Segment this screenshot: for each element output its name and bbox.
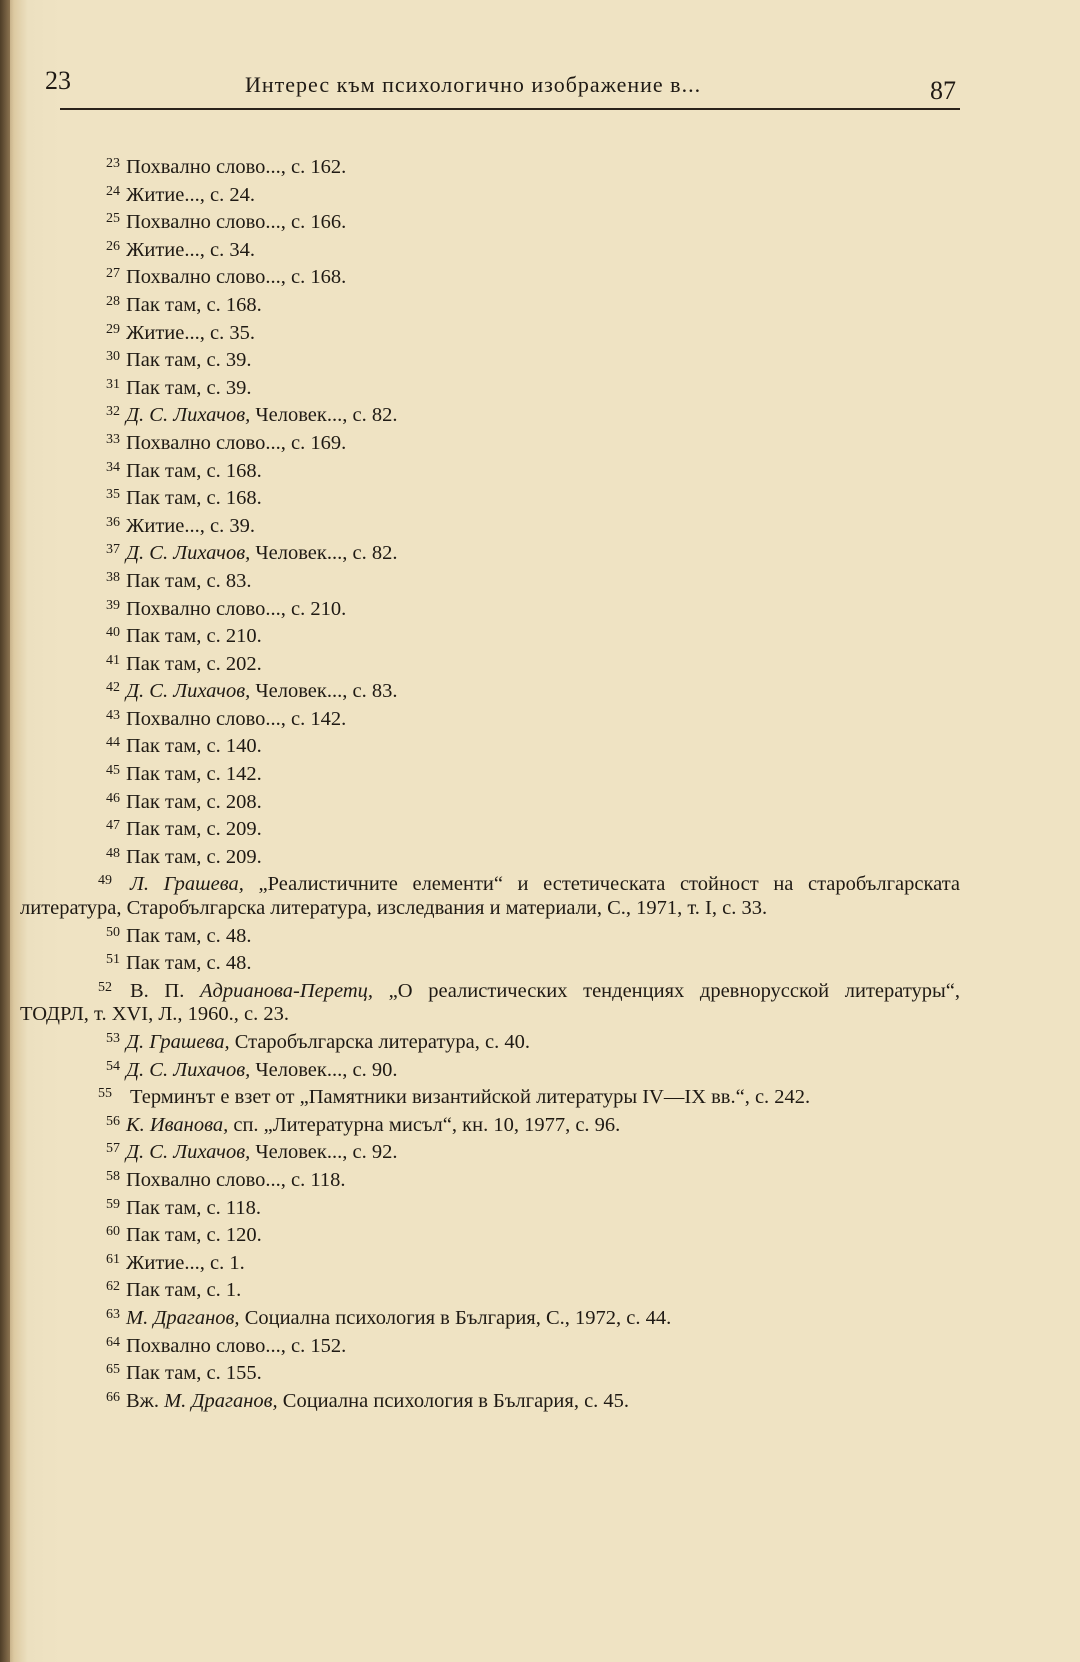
footnote	[20, 759, 960, 787]
footnote	[20, 842, 960, 870]
footnote	[20, 1137, 960, 1165]
footnote-text: Пак там, с. 39.	[126, 376, 252, 399]
footnote	[20, 566, 960, 594]
footnote	[20, 1386, 960, 1414]
footnote	[20, 456, 960, 484]
footnote	[20, 1248, 960, 1276]
footnote-number: 58	[106, 1168, 120, 1184]
footnote-number: 50	[106, 924, 120, 940]
footnote-number: 35	[106, 487, 120, 503]
footnote	[20, 1331, 960, 1359]
footnote-author: М. Драганов,	[164, 1389, 278, 1412]
footnote-number: 49	[98, 873, 112, 889]
footnotes-list	[20, 152, 960, 1413]
header-left-number: 23	[45, 66, 71, 95]
footnote-author: Д. С. Лихачов,	[126, 1141, 251, 1164]
footnote-author: Адрианова-Перетц,	[199, 979, 374, 1002]
footnote-text: Человек..., с. 82.	[255, 404, 398, 427]
footnote-text: Похвално слово..., с. 152.	[126, 1334, 347, 1357]
footnote-number: 56	[106, 1113, 120, 1129]
footnote-text: Житие..., с. 35.	[126, 321, 255, 344]
footnote-number: 48	[106, 845, 120, 861]
footnote	[20, 538, 960, 566]
running-header	[40, 62, 968, 112]
footnote-number: 29	[106, 321, 120, 337]
footnote-text: Похвално слово..., с. 166.	[126, 211, 347, 234]
footnote	[20, 948, 960, 976]
footnote	[20, 400, 960, 428]
footnote-number: 34	[106, 459, 120, 475]
book-spine-shadow	[0, 0, 10, 1662]
footnote-number: 39	[106, 597, 120, 613]
footnote-text: Человек..., с. 82.	[255, 542, 398, 565]
footnote-author: Д. С. Лихачов,	[126, 680, 251, 703]
footnote-text: Пак там, с. 155.	[126, 1362, 262, 1385]
footnote-text: Пак там, с. 48.	[126, 924, 252, 947]
footnote	[20, 1220, 960, 1248]
footnote-text: Пак там, с. 168.	[126, 293, 262, 316]
footnote-number: 63	[106, 1306, 120, 1322]
footnote-text: Пак там, с. 120.	[126, 1224, 262, 1247]
footnote-number: 59	[106, 1196, 120, 1212]
footnote-author: К. Иванова,	[126, 1113, 229, 1136]
footnote-number: 66	[106, 1389, 120, 1405]
footnote	[20, 976, 960, 1027]
footnote-number: 37	[106, 542, 120, 558]
footnote-prefix: Вж.	[126, 1389, 159, 1412]
footnote-text: Терминът е взет от „Памятники византийской литературы IV—IX вв.“, с. 242.	[130, 1086, 811, 1109]
footnote	[20, 704, 960, 732]
footnote	[20, 594, 960, 622]
footnote-number: 54	[106, 1058, 120, 1074]
footnote	[20, 345, 960, 373]
footnote-number: 53	[106, 1031, 120, 1046]
footnote	[20, 621, 960, 649]
footnote-text: Пак там, с. 168.	[126, 487, 262, 510]
footnote	[20, 207, 960, 235]
footnote	[20, 814, 960, 842]
footnote	[20, 676, 960, 704]
footnote	[20, 1027, 960, 1055]
footnote	[20, 318, 960, 346]
footnote-number: 41	[106, 652, 120, 668]
footnote-number: 31	[106, 376, 120, 392]
header-title: Интерес към психологично изображение в...	[245, 72, 702, 97]
footnote-number: 44	[106, 735, 120, 751]
footnote-text: Похвално слово..., с. 118.	[126, 1168, 346, 1191]
footnote-number: 27	[106, 266, 120, 282]
footnote-text: Похвално слово..., с. 162.	[126, 156, 347, 178]
footnote-text: Пак там, с. 168.	[126, 459, 262, 482]
footnote	[20, 787, 960, 815]
footnote-text: Пак там, с. 48.	[126, 952, 252, 975]
footnote-text: Пак там, с. 208.	[126, 790, 262, 813]
footnote	[20, 731, 960, 759]
footnote	[20, 921, 960, 949]
footnote-number: 62	[106, 1279, 120, 1295]
footnote-text: сп. „Литературна мисъл“, кн. 10, 1977, с. 96.	[233, 1113, 621, 1136]
footnote-number: 24	[106, 183, 120, 199]
footnote	[20, 152, 960, 180]
footnote-text: Житие..., с. 1.	[126, 1251, 245, 1274]
header-rule	[60, 108, 960, 110]
footnote-text: Человек..., с. 83.	[255, 680, 398, 703]
footnote-author: Д. С. Лихачов,	[126, 404, 251, 427]
footnote-number: 42	[106, 680, 120, 696]
footnote	[20, 869, 960, 920]
footnote-text: Социална психология в България, с. 45.	[282, 1389, 630, 1412]
footnote	[20, 262, 960, 290]
footnote-text: Пак там, с. 210.	[126, 625, 262, 648]
footnote-number: 65	[106, 1362, 120, 1378]
footnote	[20, 373, 960, 401]
footnote-author: Д. С. Лихачов,	[126, 542, 251, 565]
footnote-number: 52	[98, 979, 112, 995]
footnote-text: „Реалистичните елементи“ и естетическата стойност на старобългарската литература, Старобългарска литература, изследвания и материали, С., 1971, т. I, с. 33.	[20, 873, 961, 920]
footnote-text: „О реалистических тенденциях древнорусской литературы“, ТОДРЛ, т. XVI, Л., 1960., с. 23.	[20, 979, 961, 1026]
footnote-number: 43	[106, 707, 120, 723]
footnote	[20, 235, 960, 263]
footnote-text: Пак там, с. 140.	[126, 735, 262, 758]
footnote-number: 38	[106, 569, 120, 585]
footnote	[20, 1275, 960, 1303]
footnote-number: 51	[106, 952, 120, 968]
footnote	[20, 1082, 960, 1110]
footnote-text: Житие..., с. 39.	[126, 514, 255, 537]
footnote	[20, 180, 960, 208]
footnote-text: Социална психология в България, С., 1972, с. 44.	[244, 1306, 672, 1329]
footnote-number: 32	[106, 404, 120, 420]
footnote-text: Пак там, с. 202.	[126, 652, 262, 675]
footnote-number: 23	[106, 156, 120, 171]
footnote-number: 55	[98, 1086, 112, 1102]
page-number: 87	[930, 76, 956, 105]
footnote-text: Похвално слово..., с. 168.	[126, 266, 347, 289]
footnote-text: Пак там, с. 1.	[126, 1279, 242, 1302]
footnote-text: Пак там, с. 209.	[126, 818, 262, 841]
footnote-number: 36	[106, 514, 120, 530]
footnote	[20, 1165, 960, 1193]
footnote-prefix: В. П.	[130, 979, 185, 1002]
footnote-number: 25	[106, 211, 120, 227]
footnote-text: Житие..., с. 24.	[126, 183, 255, 206]
footnote-number: 57	[106, 1141, 120, 1157]
footnote-text: Похвално слово..., с. 169.	[126, 431, 347, 454]
footnote-number: 61	[106, 1251, 120, 1267]
footnote-text: Пак там, с. 142.	[126, 763, 262, 786]
footnote	[20, 483, 960, 511]
footnote-number: 33	[106, 431, 120, 447]
footnote-number: 64	[106, 1334, 120, 1350]
footnote-text: Похвално слово..., с. 210.	[126, 597, 347, 620]
footnote	[20, 428, 960, 456]
footnote-text: Человек..., с. 92.	[255, 1141, 398, 1164]
footnote-author: Л. Грашева,	[130, 873, 244, 896]
footnote-number: 47	[106, 818, 120, 834]
footnote-number: 40	[106, 625, 120, 641]
footnote	[20, 1055, 960, 1083]
footnote	[20, 1358, 960, 1386]
footnote	[20, 1110, 960, 1138]
footnote	[20, 511, 960, 539]
footnote-text: Пак там, с. 83.	[126, 569, 252, 592]
footnote	[20, 1303, 960, 1331]
footnote-number: 46	[106, 790, 120, 806]
footnote	[20, 290, 960, 318]
footnote-number: 30	[106, 349, 120, 365]
footnote-text: Житие..., с. 34.	[126, 238, 255, 261]
footnote-number: 60	[106, 1224, 120, 1240]
footnote-author: Д. С. Лихачов,	[126, 1058, 251, 1081]
footnote-text: Человек..., с. 90.	[255, 1058, 398, 1081]
footnote-number: 26	[106, 238, 120, 254]
footnote	[20, 1193, 960, 1221]
footnote-text: Пак там, с. 118.	[126, 1196, 261, 1219]
footnote-text: Пак там, с. 39.	[126, 349, 252, 372]
footnote-text: Похвално слово..., с. 142.	[126, 707, 347, 730]
footnote-author: М. Драганов,	[126, 1306, 240, 1329]
footnote-number: 45	[106, 763, 120, 779]
footnote-text: Старобългарска литература, с. 40.	[234, 1031, 530, 1053]
footnote-text: Пак там, с. 209.	[126, 845, 262, 868]
footnote	[20, 649, 960, 677]
footnote-author: Д. Грашева,	[126, 1031, 230, 1053]
footnote-number: 28	[106, 293, 120, 309]
